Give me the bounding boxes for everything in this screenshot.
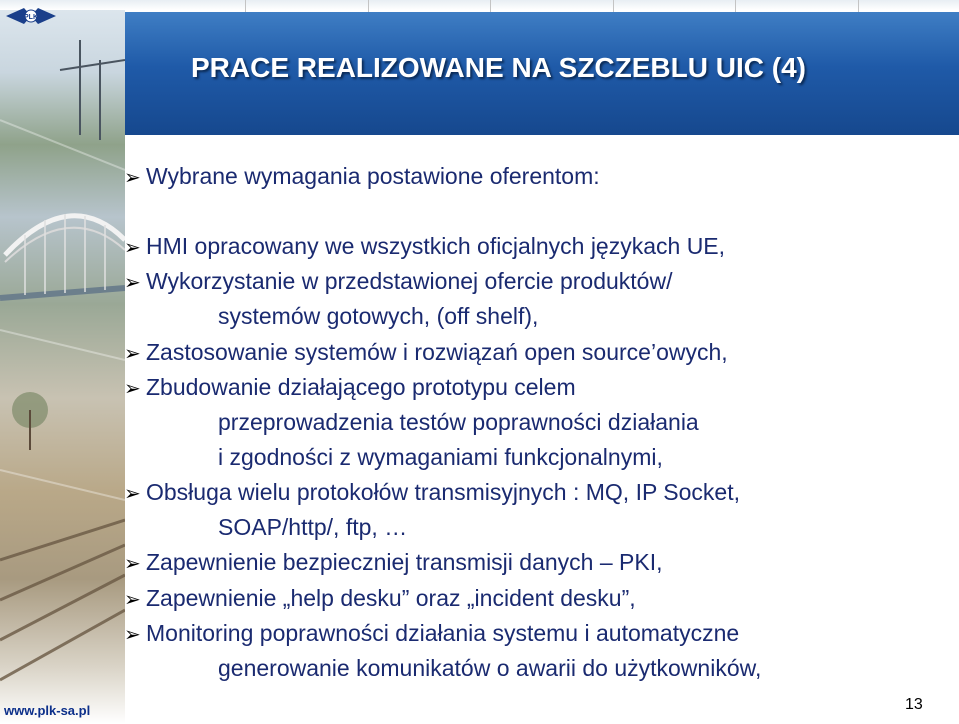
bullet-continuation: SOAP/http/, ftp, … (218, 514, 408, 540)
bullet-item: ➢ Monitoring poprawności działania systemu i automatyczne (124, 619, 739, 649)
arrow-bullet-icon: ➢ (124, 343, 141, 365)
footer-url[interactable]: www.plk-sa.pl (4, 703, 91, 718)
plk-logo (4, 4, 58, 28)
bullet-item: ➢ Zapewnienie „help desku” oraz „incident desku”, (124, 584, 636, 614)
bullet-item: ➢ Obsługa wielu protokołów transmisyjnych : MQ, IP Socket, (124, 478, 740, 508)
arrow-bullet-icon: ➢ (124, 553, 141, 575)
bullet-item: ➢ Wykorzystanie w przedstawionej ofercie produktów/ (124, 267, 672, 297)
decorative-photo-strip (0, 0, 125, 724)
svg-text:PLK: PLK (24, 14, 38, 21)
bullet-item: ➢ Zastosowanie systemów i rozwiązań open source’owych, (124, 338, 728, 368)
bullet-item: ➢ HMI opracowany we wszystkich oficjalnych językach UE, (124, 232, 725, 262)
arrow-bullet-icon: ➢ (124, 589, 141, 611)
bullet-item: ➢ Zapewnienie bezpieczniej transmisji danych – PKI, (124, 548, 663, 578)
railway-illustration (0, 0, 125, 724)
arrow-bullet-icon: ➢ (124, 378, 141, 400)
arrow-bullet-icon: ➢ (124, 237, 141, 259)
plk-logo-icon (4, 4, 58, 28)
intro-line: ➢ Wybrane wymagania postawione oferentom: (124, 162, 600, 192)
bullet-continuation: i zgodności z wymaganiami funkcjonalnymi, (218, 444, 663, 470)
bullet-continuation: systemów gotowych, (off shelf), (218, 303, 539, 329)
arrow-bullet-icon: ➢ (124, 272, 141, 294)
arrow-bullet-icon: ➢ (124, 167, 141, 189)
bullet-item: ➢ Zbudowanie działającego prototypu celem (124, 373, 576, 403)
page-number: 13 (905, 696, 923, 713)
arrow-bullet-icon: ➢ (124, 483, 141, 505)
bullet-continuation: przeprowadzenia testów poprawności działania (218, 409, 699, 435)
top-band (0, 0, 959, 10)
slide-title: PRACE REALIZOWANE NA SZCZEBLU UIC (4) (191, 52, 806, 83)
arrow-bullet-icon: ➢ (124, 624, 141, 646)
bullet-continuation: generowanie komunikatów o awarii do użytkowników, (218, 655, 762, 681)
